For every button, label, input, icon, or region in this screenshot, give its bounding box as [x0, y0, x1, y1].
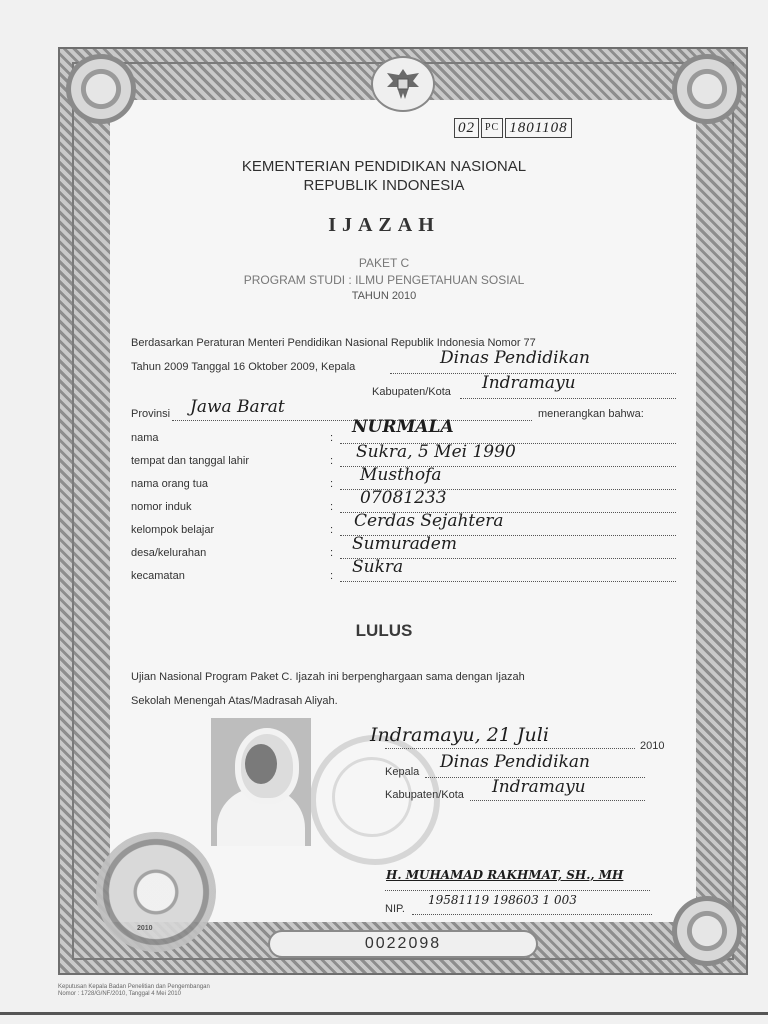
field-label-ttl: tempat dan tanggal lahir [131, 455, 250, 467]
kepala-handwritten: Dinas Pendidikan [440, 348, 590, 368]
signature-year: 2010 [640, 740, 665, 752]
official-round-stamp [96, 832, 216, 952]
field-value-nama: NURMALA [352, 417, 454, 437]
field-value-orang-tua: Musthofa [360, 465, 442, 485]
serial-number-boxes [454, 118, 572, 138]
program-studi: PROGRAM STUDI : ILMU PENGETAHUAN SOSIAL [243, 273, 525, 287]
field-label-orang-tua: nama orang tua [131, 478, 209, 490]
student-photo [211, 718, 311, 846]
kabupaten-dotted-line [460, 398, 676, 399]
ministry-line-2: REPUBLIK INDONESIA [303, 177, 465, 194]
serial-box-number: 1801108 [505, 118, 571, 138]
field-value-desa: Sumuradem [352, 534, 457, 554]
field-colon: : [330, 547, 334, 559]
field-label-nomor-induk: nomor induk [131, 501, 192, 513]
sign-kabupaten-label: Kabupaten/Kota [385, 789, 464, 801]
field-colon: : [330, 524, 334, 536]
corner-ornament-bottom-right [672, 896, 742, 966]
sign-kepala-label: Kepala [385, 766, 420, 778]
field-colon: : [330, 455, 334, 467]
document-title: IJAZAH [328, 214, 440, 236]
official-name-handwritten: H. MUHAMAD RAKHMAT, SH., MH [386, 868, 624, 882]
garuda-emblem-icon [371, 56, 435, 112]
corner-ornament-top-left [66, 54, 136, 124]
field-colon: : [330, 432, 334, 444]
paket-label: PAKET C [358, 256, 410, 270]
official-name-underline [385, 890, 650, 891]
field-dotted-line [340, 581, 676, 582]
lulus-heading: LULUS [355, 621, 413, 640]
footnote [58, 984, 210, 998]
field-value-kecamatan: Sukra [352, 557, 404, 577]
serial-box-type: PC [481, 118, 503, 138]
photo-face [245, 744, 277, 784]
intro-line-2: Tahun 2009 Tanggal 16 Oktober 2009, Kepala [131, 361, 356, 373]
place-date-dotted-line [385, 748, 635, 749]
field-value-kelompok: Cerdas Sejahtera [354, 511, 504, 531]
intro-line-1: Berdasarkan Peraturan Menteri Pendidikan Nasional Republik Indonesia Nomor 77 [131, 337, 536, 349]
provinsi-label: Provinsi [131, 408, 171, 420]
sign-kepala-handwritten: Dinas Pendidikan [440, 752, 590, 772]
footnote-line-1: Keputusan Kepala Badan Penelitian dan Pengembangan [58, 984, 210, 990]
stamp-year: 2010 [137, 925, 153, 932]
nip-dotted-line [412, 914, 652, 915]
sign-kabupaten-dotted-line [470, 800, 645, 801]
nip-label: NIP. [385, 903, 405, 915]
result-line-1: Ujian Nasional Program Paket C. Ijazah ini berpenghargaan sama dengan Ijazah [131, 671, 525, 683]
tahun-label: TAHUN 2010 [351, 290, 417, 302]
field-label-nama: nama [131, 432, 159, 444]
serial-box-code: 02 [454, 118, 479, 138]
nip-handwritten: 19581119 198603 1 003 [428, 893, 577, 907]
field-label-kecamatan: kecamatan [131, 570, 185, 582]
field-value-ttl: Sukra, 5 Mei 1990 [356, 442, 516, 462]
field-label-kelompok: kelompok belajar [131, 524, 215, 536]
document-number: 0022098 [268, 930, 538, 958]
kabupaten-label: Kabupaten/Kota [372, 386, 451, 398]
sign-kabupaten-handwritten: Indramayu [492, 777, 586, 797]
corner-ornament-top-right [672, 54, 742, 124]
provinsi-handwritten: Jawa Barat [190, 397, 285, 417]
result-line-2: Sekolah Menengah Atas/Madrasah Aliyah. [131, 695, 338, 707]
kabupaten-handwritten: Indramayu [482, 373, 576, 393]
field-colon: : [330, 478, 334, 490]
field-label-desa: desa/kelurahan [131, 547, 207, 559]
field-colon: : [330, 570, 334, 582]
ministry-line-1: KEMENTERIAN PENDIDIKAN NASIONAL [241, 158, 527, 175]
page-bottom-edge [0, 1012, 768, 1015]
field-value-nomor-induk: 07081233 [360, 488, 447, 508]
footnote-line-2: Nomor : 1728/G/NF/2010, Tanggal 4 Mei 2010 [58, 991, 181, 997]
field-colon: : [330, 501, 334, 513]
place-date-handwritten: Indramayu, 21 Juli [370, 724, 549, 746]
menerangkan-label: menerangkan bahwa: [538, 408, 644, 420]
